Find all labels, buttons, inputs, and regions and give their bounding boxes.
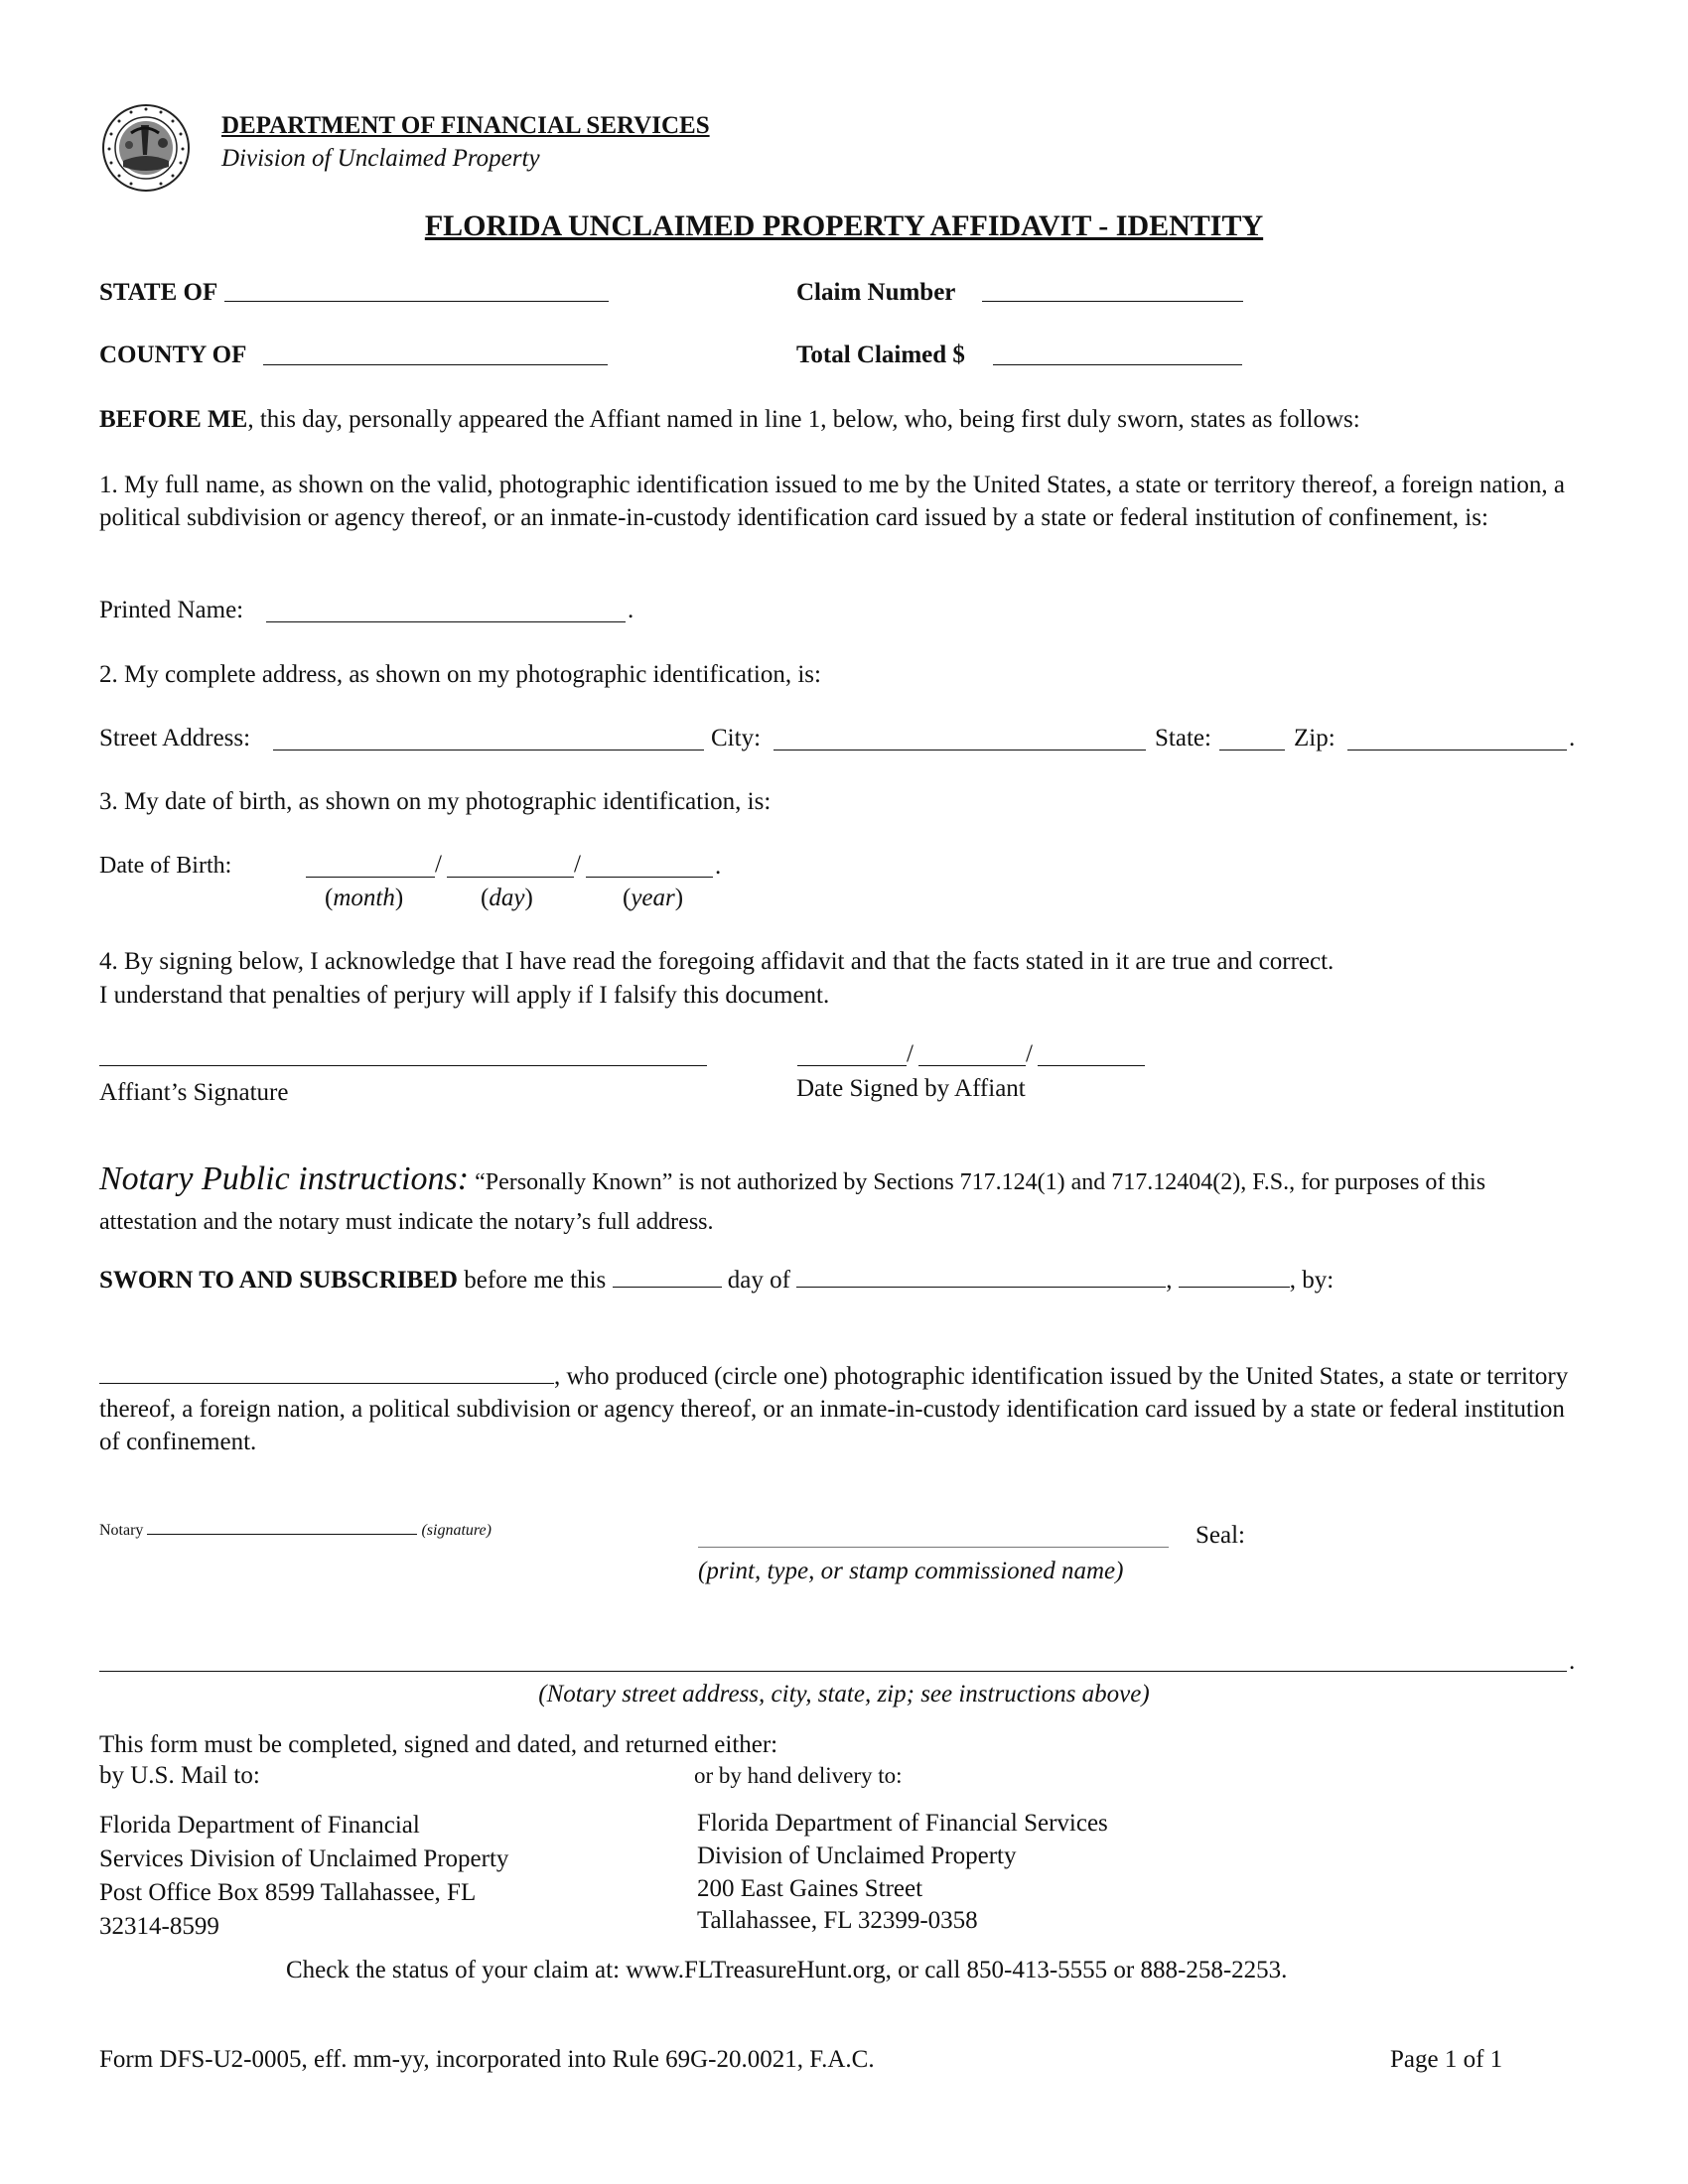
intro-rest: , this day, personally appeared the Affiant named in line 1, below, who, being first duly sworn, states as follows: (247, 406, 1360, 433)
dob-slash-1: / (435, 851, 442, 878)
item-3-text: 3. My date of birth, as shown on my photographic identification, is: (99, 788, 772, 815)
produced-id-text: , who produced (circle one) photographic identification issued by the United States, a state or territory thereof, a foreign nation, a political subdivision or agency thereof, or an inmate-in-custody identification card issued by a state or federal institution of confinement. (99, 1363, 1569, 1455)
notary-signature-row (99, 1520, 492, 1542)
form-title: FLORIDA UNCLAIMED PROPERTY AFFIDAVIT - IDENTITY (424, 209, 1264, 242)
item-4-line2: I understand that penalties of perjury will apply if I falsify this document. (99, 982, 830, 1009)
dob-month-hint: (month) (325, 885, 404, 911)
state-of-field[interactable] (224, 301, 609, 302)
dob-month-field[interactable] (306, 877, 435, 878)
hand-address-line4: Tallahassee, FL 32399-0358 (697, 1907, 978, 1934)
mail-address-line2: Services Division of Unclaimed Property (99, 1845, 509, 1872)
notary-address-hint: (Notary street address, city, state, zip; see instructions above) (538, 1681, 1150, 1707)
affiant-name-field[interactable] (99, 1359, 554, 1384)
claim-number-label: Claim Number (796, 279, 956, 306)
address-period: . (1569, 725, 1576, 751)
date-signed-label: Date Signed by Affiant (796, 1075, 1026, 1102)
printed-name-label: Printed Name: (99, 597, 244, 623)
street-address-field[interactable] (273, 750, 704, 751)
city-label: City: (711, 725, 762, 751)
intro-bold: BEFORE ME (99, 406, 248, 433)
dob-label: Date of Birth: (99, 853, 232, 879)
notary-instructions-title: Notary Public instructions: (99, 1160, 470, 1197)
sworn-year-field[interactable] (1179, 1263, 1290, 1288)
sworn-month-field[interactable] (796, 1263, 1166, 1288)
notary-instructions-text: “Personally Known” is not authorized by Sections 717.124(1) and 717.12404(2), F.S., for purposes of this attestation and the notary must indicate the notary’s full address. (99, 1169, 1486, 1235)
year-label: year (631, 885, 675, 911)
item-1-text: 1. My full name, as shown on the valid, photographic identification issued to me by the United States, a state or territory thereof, a foreign nation, a political subdivision or agency thereof, or an inmate-in-custody identification card issued by a state or federal institution of confinement, is: (99, 472, 1566, 531)
sworn-comma: , (1166, 1267, 1173, 1294)
county-of-field[interactable] (263, 364, 608, 365)
claim-number-field[interactable] (982, 301, 1243, 302)
mail-address-line4: 32314-8599 (99, 1913, 219, 1940)
hand-delivery-label: or by hand delivery to: (694, 1763, 903, 1788)
sworn-day-field[interactable] (613, 1263, 722, 1288)
produced-id-statement (99, 1359, 1579, 1458)
page-number: Page 1 of 1 (1390, 2046, 1503, 2073)
item-2-text: 2. My complete address, as shown on my photographic identification, is: (99, 661, 821, 688)
notary-signature-hint: (signature) (421, 1522, 492, 1539)
notary-address-period: . (1569, 1648, 1576, 1675)
state-of-label: STATE OF (99, 279, 218, 306)
month-label: month (333, 885, 395, 911)
date-signed-year-field[interactable] (1038, 1065, 1145, 1066)
form-id-footer: Form DFS-U2-0005, eff. mm-yy, incorporated into Rule 69G-20.0021, F.A.C. (99, 2046, 875, 2073)
affiant-signature-field[interactable] (99, 1065, 707, 1066)
hand-address-line3: 200 East Gaines Street (697, 1875, 923, 1902)
mail-address-line3: Post Office Box 8599 Tallahassee, FL (99, 1879, 477, 1906)
sworn-day-of: day of (727, 1267, 790, 1294)
day-label: day (489, 885, 525, 911)
date-signed-slash-1: / (907, 1040, 914, 1067)
mail-label: by U.S. Mail to: (99, 1762, 260, 1789)
total-claimed-label: Total Claimed $ (796, 341, 965, 368)
sworn-before: before me this (464, 1267, 607, 1294)
sworn-by: , by: (1289, 1267, 1335, 1294)
notary-label: Notary (99, 1522, 144, 1539)
state-field[interactable] (1219, 750, 1285, 751)
sworn-statement (99, 1263, 1334, 1297)
notary-address-field[interactable] (99, 1671, 1567, 1672)
seal-label: Seal: (1196, 1522, 1245, 1549)
affiant-signature-label: Affiant’s Signature (99, 1079, 289, 1106)
mail-address-line1: Florida Department of Financial (99, 1812, 420, 1839)
return-instructions: This form must be completed, signed and dated, and returned either: (99, 1731, 778, 1758)
printed-name-field[interactable] (266, 621, 626, 622)
dob-year-hint: (year) (623, 885, 684, 911)
department-name: DEPARTMENT OF FINANCIAL SERVICES (221, 112, 710, 139)
intro-statement (99, 403, 1360, 436)
street-address-label: Street Address: (99, 725, 251, 751)
date-signed-month-field[interactable] (797, 1065, 907, 1066)
hand-address-line1: Florida Department of Financial Services (697, 1810, 1108, 1837)
zip-label: Zip: (1294, 725, 1336, 751)
state-seal-logo (101, 103, 191, 193)
notary-instructions (99, 1160, 1589, 1242)
claim-status-text: Check the status of your claim at: www.FLTreasureHunt.org, or call 850-413-5555 or 888-258-2253. (286, 1957, 1288, 1983)
dob-day-field[interactable] (447, 877, 574, 878)
date-signed-slash-2: / (1026, 1040, 1033, 1067)
total-claimed-field[interactable] (993, 364, 1242, 365)
item-4-line1: 4. By signing below, I acknowledge that I have read the foregoing affidavit and that the facts stated in it are true and correct. (99, 948, 1335, 975)
city-field[interactable] (774, 750, 1146, 751)
hand-address-line2: Division of Unclaimed Property (697, 1843, 1017, 1869)
zip-field[interactable] (1347, 750, 1567, 751)
county-of-label: COUNTY OF (99, 341, 247, 368)
dob-year-field[interactable] (586, 877, 713, 878)
state-label: State: (1155, 725, 1211, 751)
date-signed-day-field[interactable] (918, 1065, 1026, 1066)
division-name: Division of Unclaimed Property (221, 145, 540, 172)
dob-period: . (715, 853, 722, 880)
notary-signature-field[interactable] (147, 1520, 417, 1535)
sworn-bold: SWORN TO AND SUBSCRIBED (99, 1267, 458, 1294)
commissioned-name-field[interactable] (698, 1547, 1169, 1548)
dob-slash-2: / (574, 851, 581, 878)
commissioned-name-hint: (print, type, or stamp commissioned name) (698, 1558, 1124, 1584)
dob-day-hint: (day) (481, 885, 533, 911)
printed-name-period: . (628, 597, 634, 623)
